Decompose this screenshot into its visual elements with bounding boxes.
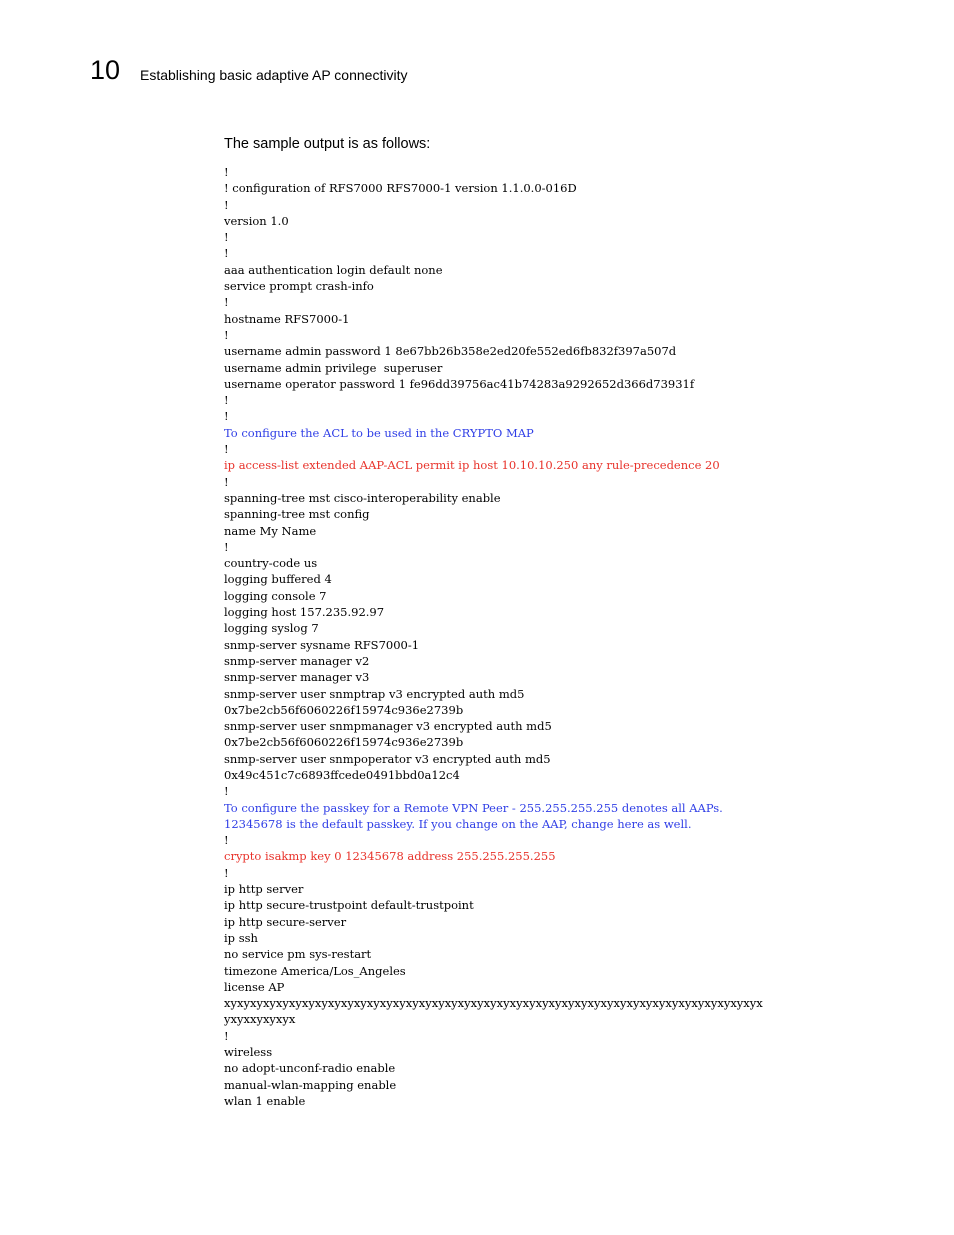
code-line: wlan 1 enable [224, 1093, 306, 1108]
code-line: yxyxxyxyxyx [224, 1012, 296, 1027]
code-line: ! [224, 165, 229, 179]
code-line: snmp-server user snmptrap v3 encrypted auth md5 [224, 686, 525, 701]
code-line: ! [224, 442, 229, 457]
code-line: xyxyxyxyxyxyxyxyxyxyxyxyxyxyxyxyxyxyxyxyxyxyxyxyxyxyxyxyxyxyxyxyxyxyxyxyxyxyxyxyxyx [224, 996, 763, 1011]
code-line: version 1.0 [224, 213, 289, 228]
code-line: ip ssh [224, 930, 258, 945]
code-comment-line: To configure the ACL to be used in the CRYPTO MAP [224, 425, 534, 440]
code-line: name My Name [224, 523, 317, 538]
code-line: username operator password 1 fe96dd39756ac41b74283a9292652d366d73931f [224, 376, 695, 391]
code-line: logging syslog 7 [224, 621, 319, 636]
code-line: ! [224, 327, 229, 342]
code-line: snmp-server sysname RFS7000-1 [224, 637, 420, 652]
code-line: ! configuration of RFS7000 RFS7000-1 version 1.1.0.0-016D [224, 181, 577, 196]
code-line: 0x7be2cb56f6060226f15974c936e2739b [224, 735, 464, 750]
chapter-number: 10 [90, 55, 121, 85]
code-line: ! [224, 784, 229, 799]
code-line: snmp-server manager v2 [224, 653, 370, 668]
code-line: logging host 157.235.92.97 [224, 605, 385, 620]
code-comment-line: 12345678 is the default passkey. If you change on the AAP, change here as well. [224, 816, 692, 831]
code-line: ! [224, 409, 229, 424]
code-line: wireless [224, 1045, 273, 1060]
chapter-title: Establishing basic adaptive AP connectivity [140, 67, 408, 83]
code-line: service prompt crash-info [224, 279, 374, 294]
code-line: country-code us [224, 556, 318, 571]
code-line: ! [224, 833, 229, 848]
code-line: ! [224, 197, 229, 212]
code-line: ! [224, 230, 229, 245]
code-line: logging buffered 4 [224, 572, 332, 587]
code-line: ! [224, 246, 229, 261]
code-line: ! [224, 295, 229, 310]
intro-text: The sample output is as follows: [224, 136, 431, 152]
code-highlight-line: ip access-list extended AAP-ACL permit ip host 10.10.10.250 any rule-precedence 20 [224, 458, 720, 473]
code-line: username admin privilege superuser [224, 360, 443, 375]
code-line: spanning-tree mst cisco-interoperability enable [224, 490, 501, 505]
code-line: aaa authentication login default none [224, 262, 443, 277]
code-line: ! [224, 1028, 229, 1043]
code-line: ! [224, 393, 229, 408]
code-line: ip http server [224, 882, 304, 897]
code-comment-line: To configure the passkey for a Remote VPN Peer - 255.255.255.255 denotes all AAPs. [224, 800, 723, 815]
code-line: ! [224, 474, 229, 489]
code-line: hostname RFS7000-1 [224, 311, 350, 326]
code-line: ip http secure-trustpoint default-trustpoint [224, 898, 474, 913]
code-line: username admin password 1 8e67bb26b358e2ed20fe552ed6fb832f397a507d [224, 344, 677, 359]
code-line: no service pm sys-restart [224, 947, 372, 962]
code-line: ip http secure-server [224, 914, 347, 929]
code-line: timezone America/Los_Angeles [224, 963, 406, 978]
code-line: ! [224, 865, 229, 880]
code-line: ! [224, 539, 229, 554]
code-line: no adopt-unconf-radio enable [224, 1061, 396, 1076]
code-line: spanning-tree mst config [224, 507, 370, 522]
code-line: snmp-server user snmpmanager v3 encrypted auth md5 [224, 719, 552, 734]
config-code-block [224, 164, 763, 1109]
code-line: snmp-server manager v3 [224, 670, 370, 685]
code-highlight-line: crypto isakmp key 0 12345678 address 255.255.255.255 [224, 849, 556, 864]
code-line: license AP [224, 979, 285, 994]
code-line: manual-wlan-mapping enable [224, 1077, 397, 1092]
code-line: snmp-server user snmpoperator v3 encrypted auth md5 [224, 751, 551, 766]
code-line: logging console 7 [224, 588, 327, 603]
code-line: 0x7be2cb56f6060226f15974c936e2739b [224, 702, 464, 717]
code-line: 0x49c451c7c6893ffcede0491bbd0a12c4 [224, 767, 460, 782]
